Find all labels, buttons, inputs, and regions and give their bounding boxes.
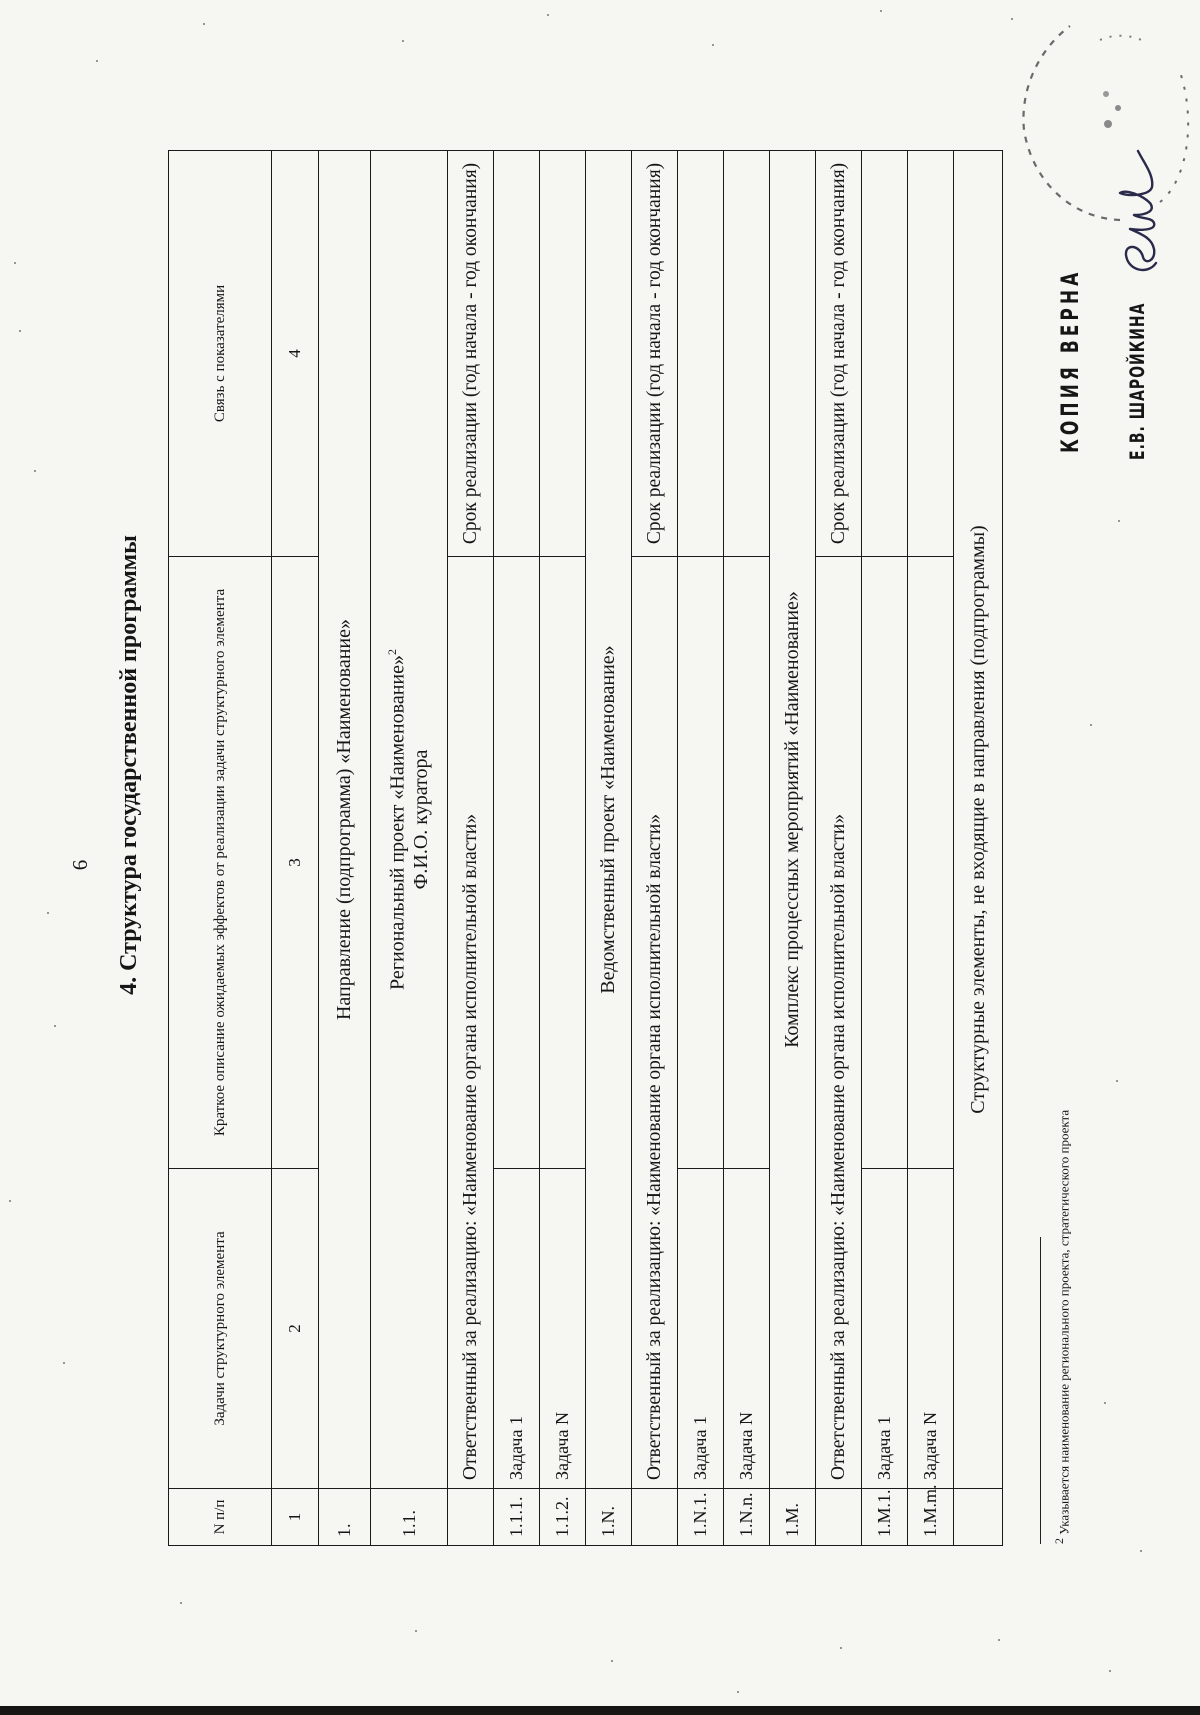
- scan-speck: [1104, 1402, 1106, 1404]
- table-row: [371, 151, 448, 1546]
- footnote-mark: 2: [1052, 1538, 1066, 1544]
- table-row: [908, 151, 954, 1546]
- footnote-separator: [1040, 1237, 1041, 1544]
- scan-speck: [415, 1630, 417, 1632]
- table-row: [586, 151, 632, 1546]
- copy-certified-stamp: КОПИЯ ВЕРНА: [1057, 268, 1085, 453]
- task-name: Задача 1: [862, 1169, 908, 1489]
- implementation-term: Срок реализации (год начала - год окончания): [448, 151, 494, 557]
- row-number: 1.M.m.: [908, 1489, 954, 1546]
- footnote-text: Указывается наименование регионального проекта, стратегического проекта: [1056, 1109, 1072, 1535]
- table-row: [494, 151, 540, 1546]
- faded-seal: [1010, 0, 1200, 240]
- scan-speck: [1109, 1670, 1111, 1672]
- footnote: [1052, 1110, 1072, 1544]
- row-number: 1.N.n.: [724, 1489, 770, 1546]
- row-number: 1.: [319, 1489, 371, 1546]
- table-row: [540, 151, 586, 1546]
- other-elements-title: Структурные элементы, не входящие в направления (подпрограммы): [954, 151, 1003, 1489]
- row-number: 1.N.1.: [678, 1489, 724, 1546]
- scan-speck: [1090, 724, 1092, 726]
- column-number: 3: [272, 557, 319, 1169]
- task-name: Задача 1: [494, 1169, 540, 1489]
- regional-project-name: Региональный проект «Наименование»: [386, 655, 409, 990]
- scan-speck: [1116, 1080, 1118, 1082]
- implementation-term: Срок реализации (год начала - год окончания): [816, 151, 862, 557]
- column-number-row: [272, 151, 319, 1546]
- table-row: [319, 151, 371, 1546]
- scan-speck: [737, 1691, 739, 1693]
- table-row: [632, 151, 678, 1546]
- table-row: [816, 151, 862, 1546]
- scan-speck: [34, 470, 36, 472]
- header-indicators: Связь с показателями: [169, 151, 272, 557]
- page-title: 4. Структура государственной программы: [116, 535, 142, 995]
- column-number: 2: [272, 1169, 319, 1489]
- task-name: Задача N: [724, 1169, 770, 1489]
- scan-speck: [1011, 18, 1013, 20]
- table-row: [678, 151, 724, 1546]
- scan-speck: [547, 14, 549, 16]
- footnote-mark: 2: [385, 649, 400, 656]
- implementation-term: Срок реализации (год начала - год окончания): [632, 151, 678, 557]
- scan-speck: [840, 1647, 842, 1649]
- departmental-project-title: Ведомственный проект «Наименование»: [586, 151, 632, 1489]
- responsible-authority: Ответственный за реализацию: «Наименование органа исполнительной власти»: [448, 557, 494, 1489]
- scan-speck: [998, 1639, 1000, 1641]
- header-effects: Краткое описание ожидаемых эффектов от реализации задачи структурного элемента: [169, 557, 272, 1169]
- row-number: 1.M.: [770, 1489, 816, 1546]
- header-row: [169, 151, 272, 1546]
- process-complex-title: Комплекс процессных мероприятий «Наименование»: [770, 151, 816, 1489]
- task-name: Задача N: [540, 1169, 586, 1489]
- column-number: 1: [272, 1489, 319, 1546]
- scan-speck: [9, 1200, 11, 1202]
- scan-speck: [96, 60, 98, 62]
- column-number: 4: [272, 151, 319, 557]
- structure-table: [168, 150, 1003, 1546]
- scan-speck: [54, 1025, 56, 1027]
- scan-speck: [180, 1602, 182, 1604]
- scan-speck: [402, 40, 404, 42]
- scan-speck: [47, 912, 49, 914]
- curator-name: Ф.И.О. куратора: [409, 749, 432, 890]
- row-number: 1.1.: [371, 1489, 448, 1546]
- task-name: Задача N: [908, 1169, 954, 1489]
- scan-speck: [63, 1362, 65, 1364]
- scan-speck: [1118, 520, 1120, 522]
- table-row: [770, 151, 816, 1546]
- responsible-authority: Ответственный за реализацию: «Наименование органа исполнительной власти»: [816, 557, 862, 1489]
- regional-project-title: [371, 151, 448, 1489]
- certifier-name-stamp: Е.В. ШАРОЙКИНА: [1127, 302, 1150, 460]
- row-number: 1.N.: [586, 1489, 632, 1546]
- responsible-authority: Ответственный за реализацию: «Наименование органа исполнительной власти»: [632, 557, 678, 1489]
- table-row: [862, 151, 908, 1546]
- row-number: 1.1.1.: [494, 1489, 540, 1546]
- scan-speck: [611, 1660, 613, 1662]
- scan-speck: [14, 262, 16, 264]
- direction-title: Направление (подпрограмма) «Наименование»: [319, 151, 371, 1489]
- page-number: 6: [68, 859, 92, 871]
- row-number: 1.M.1.: [862, 1489, 908, 1546]
- table-row: [954, 151, 1003, 1546]
- scan-speck: [880, 10, 882, 12]
- table-row: [448, 151, 494, 1546]
- scan-speck: [712, 44, 714, 46]
- scan-speck: [19, 330, 21, 332]
- task-name: Задача 1: [678, 1169, 724, 1489]
- header-number: N п/п: [169, 1489, 272, 1546]
- header-tasks: Задачи структурного элемента: [169, 1169, 272, 1489]
- row-number: 1.1.2.: [540, 1489, 586, 1546]
- table-row: [724, 151, 770, 1546]
- scan-speck: [203, 23, 205, 25]
- scan-speck: [1140, 1550, 1142, 1552]
